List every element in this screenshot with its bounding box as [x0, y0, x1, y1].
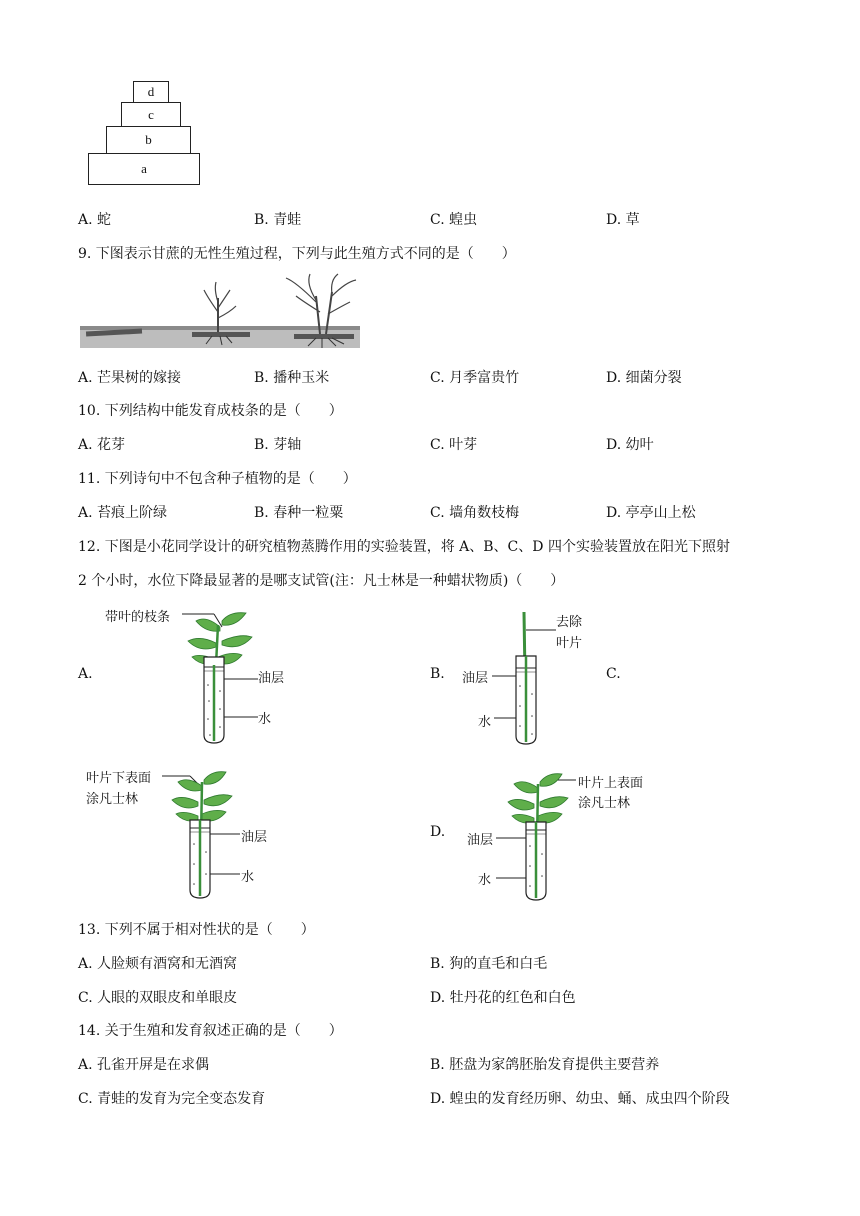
- q10-stem: 10. 下列结构中能发育成枝条的是（ ）: [78, 403, 343, 419]
- q12-option-d[interactable]: D.: [430, 824, 446, 840]
- label-oil-a: 油层: [258, 671, 285, 686]
- q13-option-d[interactable]: D. 牡丹花的红色和白色: [430, 990, 576, 1006]
- test-tube-a: [170, 605, 260, 745]
- q12-option-c[interactable]: C.: [606, 666, 621, 682]
- q11-option-a[interactable]: A. 苔痕上阶绿: [78, 505, 168, 521]
- q11-option-b[interactable]: B. 春种一粒粟: [254, 505, 344, 521]
- q8-option-c[interactable]: C. 蝗虫: [430, 212, 478, 228]
- q13-option-a[interactable]: A. 人脸颊有酒窝和无酒窝: [78, 956, 238, 972]
- label-remove-1: 去除: [556, 615, 583, 630]
- q14-option-c[interactable]: C. 青蛙的发育为完全变态发育: [78, 1091, 266, 1107]
- label-water-b: 水: [478, 715, 492, 730]
- sugarcane-figure: [80, 272, 360, 352]
- label-oil-b: 油层: [462, 671, 489, 686]
- label-d-coat-1: 叶片上表面: [578, 776, 644, 791]
- q12-stem-line1: 12. 下图是小花同学设计的研究植物蒸腾作用的实验装置，将 A、B、C、D 四个实验装置放在阳光下照射: [78, 539, 730, 555]
- label-water-c: 水: [241, 870, 255, 885]
- test-tube-b: [490, 610, 560, 750]
- label-oil-d: 油层: [467, 833, 494, 848]
- q9-option-d[interactable]: D. 细菌分裂: [606, 370, 682, 386]
- label-remove-2: 叶片: [556, 636, 583, 651]
- q11-stem: 11. 下列诗句中不包含种子植物的是（ ）: [78, 471, 357, 487]
- q11-option-d[interactable]: D. 亭亭山上松: [606, 505, 696, 521]
- q12-stem-line2: 2 个小时，水位下降最显著的是哪支试管(注：凡士林是一种蜡状物质)（ ）: [78, 573, 565, 589]
- label-water-a: 水: [258, 712, 272, 727]
- q10-option-a[interactable]: A. 花芽: [78, 437, 126, 453]
- q13-option-b[interactable]: B. 狗的直毛和白毛: [430, 956, 548, 972]
- label-leafy-branch: 带叶的枝条: [105, 610, 171, 625]
- q8-option-d[interactable]: D. 草: [606, 212, 640, 228]
- q12-option-a[interactable]: A.: [78, 666, 93, 682]
- q11-option-c[interactable]: C. 墙角数枝梅: [430, 505, 520, 521]
- q9-option-c[interactable]: C. 月季富贵竹: [430, 370, 520, 386]
- q9-stem: 9. 下图表示甘蔗的无性生殖过程，下列与此生殖方式不同的是（ ）: [78, 246, 516, 262]
- q12-option-b[interactable]: B.: [430, 666, 445, 682]
- q14-stem: 14. 关于生殖和发育叙述正确的是（ ）: [78, 1023, 343, 1039]
- label-d-coat-2: 涂凡士林: [578, 796, 631, 811]
- q13-option-c[interactable]: C. 人眼的双眼皮和单眼皮: [78, 990, 238, 1006]
- q9-option-b[interactable]: B. 播种玉米: [254, 370, 330, 386]
- pyramid-level-d: d: [133, 81, 169, 103]
- test-tube-c: [160, 768, 244, 904]
- label-c-coat-1: 叶片下表面: [86, 771, 152, 786]
- q14-option-d[interactable]: D. 蝗虫的发育经历卵、幼虫、蛹、成虫四个阶段: [430, 1091, 730, 1107]
- pyramid-level-b: b: [106, 126, 191, 154]
- q8-option-b[interactable]: B. 青蛙: [254, 212, 302, 228]
- label-oil-c: 油层: [241, 830, 268, 845]
- q13-stem: 13. 下列不属于相对性状的是（ ）: [78, 922, 315, 938]
- test-tube-d: [496, 770, 580, 906]
- pyramid-level-a: a: [88, 153, 200, 185]
- q14-option-a[interactable]: A. 孔雀开屏是在求偶: [78, 1057, 210, 1073]
- label-c-coat-2: 涂凡士林: [86, 792, 139, 807]
- q8-option-a[interactable]: A. 蛇: [78, 212, 112, 228]
- pyramid-level-c: c: [121, 102, 181, 127]
- label-water-d: 水: [478, 873, 492, 888]
- q10-option-c[interactable]: C. 叶芽: [430, 437, 478, 453]
- q10-option-d[interactable]: D. 幼叶: [606, 437, 654, 453]
- q10-option-b[interactable]: B. 芽轴: [254, 437, 302, 453]
- q9-option-a[interactable]: A. 芒果树的嫁接: [78, 370, 182, 386]
- q14-option-b[interactable]: B. 胚盘为家鸽胚胎发育提供主要营养: [430, 1057, 660, 1073]
